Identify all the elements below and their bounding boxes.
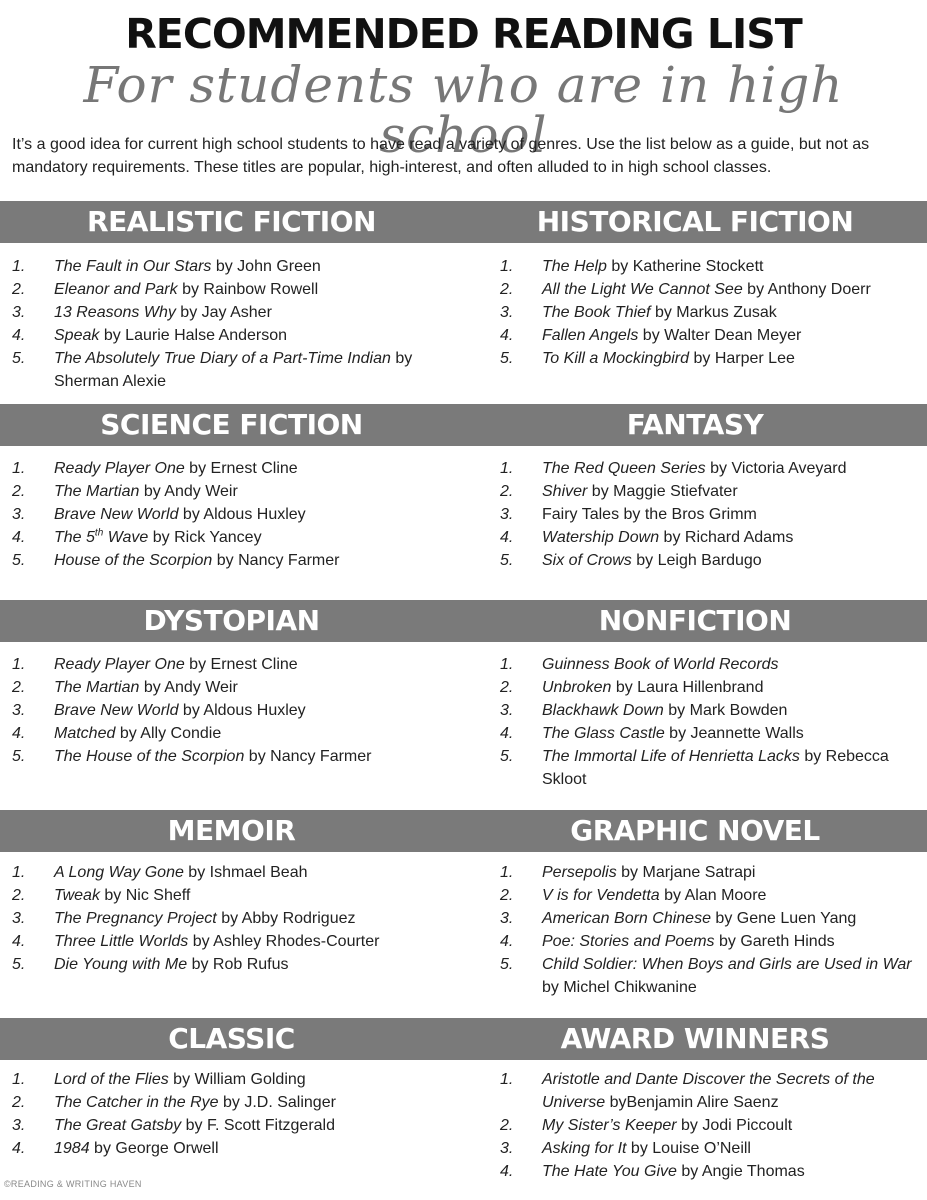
book-list-item [500,884,920,907]
book-title: The Red Queen Series [542,460,706,477]
book-list-item [12,861,452,884]
book-author: by George Orwell [89,1140,219,1157]
list-number: 1. [12,460,26,477]
book-author: by Jeannette Walls [664,725,804,742]
book-list-graphic-novel [500,861,920,999]
list-number: 5. [500,552,514,569]
book-author: by Ernest Cline [184,460,298,477]
list-number: 1. [500,864,514,881]
book-author: by Andy Weir [139,483,238,500]
book-list-item [500,653,920,676]
book-list-item [12,347,452,393]
list-number: 3. [12,506,26,523]
list-number: 4. [500,933,514,950]
book-title-continued: Wave [103,529,149,546]
book-author: Fairy Tales by the Bros Grimm [542,506,757,523]
book-title: The 5 [54,529,95,546]
book-list-item [12,480,452,503]
book-list-item [500,503,920,526]
book-author: by Gareth Hinds [714,933,835,950]
section-band-row-1 [0,201,927,243]
book-author: by Rebecca Skloot [542,748,889,788]
book-author: by Ally Condie [115,725,222,742]
book-author: by Ernest Cline [184,656,298,673]
book-list-item [500,457,920,480]
book-list-item [12,526,452,549]
book-title: Unbroken [542,679,612,696]
book-author: by Alan Moore [659,887,767,904]
section-title-historical-fiction: HISTORICAL FICTION [536,205,854,238]
list-number: 3. [500,910,514,927]
list-number: 4. [12,933,26,950]
book-author: by William Golding [168,1071,306,1088]
book-title: House of the Scorpion [54,552,213,569]
book-title: To Kill a Mockingbird [542,350,690,367]
book-title: Watership Down [542,529,660,546]
book-title: Guinness Book of World Records [542,656,779,673]
section-title-science-fiction: SCIENCE FICTION [100,408,363,441]
list-number: 4. [12,529,26,546]
book-title: Die Young with Me [54,956,188,973]
list-number: 2. [500,887,514,904]
list-number: 1. [500,1071,514,1088]
book-list-item [500,324,920,347]
intro-paragraph: It’s a good idea for current high school students to have read a variety of genres. Use the list below as a guide, but not as mandatory requirements. These titles are popular, high-interest, and often alluded to in high school classes. [12,136,870,176]
book-list-item [12,255,452,278]
book-list-science-fiction [12,457,452,572]
book-list-item [12,676,452,699]
book-list-item [12,953,452,976]
list-number: 4. [500,725,514,742]
book-author: by Nancy Farmer [212,552,340,569]
book-title: The Glass Castle [542,725,665,742]
section-title-graphic-novel: GRAPHIC NOVEL [570,814,820,847]
book-list-realistic-fiction [12,255,452,393]
book-title: The Pregnancy Project [54,910,217,927]
book-list-item [500,1160,920,1183]
book-list-item [500,930,920,953]
list-number: 3. [12,702,26,719]
book-list-nonfiction [500,653,920,791]
book-title: Brave New World [54,506,179,523]
book-list-item [500,676,920,699]
section-band-row-3 [0,600,927,642]
list-number: 5. [500,956,514,973]
book-author: by Laura Hillenbrand [611,679,764,696]
section-title-dystopian: DYSTOPIAN [143,604,320,637]
list-number: 4. [12,725,26,742]
book-author: by F. Scott Fitzgerald [181,1117,336,1134]
book-title: Aristotle and Dante Discover the Secrets of the Universe [542,1071,875,1111]
list-number: 4. [12,1140,26,1157]
book-author: by Andy Weir [139,679,238,696]
book-title: Brave New World [54,702,179,719]
book-title: The Immortal Life of Henrietta Lacks [542,748,800,765]
list-number: 5. [12,552,26,569]
book-author: by Rainbow Rowell [177,281,319,298]
book-list-item [12,884,452,907]
book-title: Eleanor and Park [54,281,178,298]
list-number: 3. [500,304,514,321]
book-list-item [12,1137,452,1160]
book-author: by Harper Lee [689,350,795,367]
book-title: Speak [54,327,100,344]
book-list-item [500,699,920,722]
list-number: 2. [12,1094,26,1111]
book-list-memoir [12,861,452,976]
book-title: Blackhawk Down [542,702,664,719]
list-number: 1. [12,1071,26,1088]
book-title: The Fault in Our Stars [54,258,212,275]
list-number: 5. [500,350,514,367]
book-list-item [12,745,452,768]
list-number: 2. [12,281,26,298]
book-author: byBenjamin Alire Saenz [605,1094,779,1111]
book-list-item [500,1137,920,1160]
list-number: 5. [12,350,26,367]
list-number: 1. [12,258,26,275]
book-author: by Marjane Satrapi [616,864,756,881]
book-list-item [12,653,452,676]
book-title: Three Little Worlds [54,933,189,950]
book-list-item [12,324,452,347]
book-author: by Jay Asher [175,304,272,321]
list-number: 2. [12,483,26,500]
section-title-memoir: MEMOIR [167,814,296,847]
book-title: Asking for It [542,1140,627,1157]
book-author: by Aldous Huxley [178,506,306,523]
book-list-dystopian [12,653,452,768]
book-list-item [12,1114,452,1137]
book-title: A Long Way Gone [54,864,184,881]
list-number: 1. [500,460,514,477]
book-author: by Ashley Rhodes-Courter [188,933,380,950]
book-list-item [500,480,920,503]
section-title-fantasy: FANTASY [626,408,764,441]
list-number: 2. [500,483,514,500]
list-number: 4. [500,327,514,344]
book-title: Poe: Stories and Poems [542,933,715,950]
book-list-item [500,347,920,370]
section-band-row-4 [0,810,927,852]
book-list-item [500,953,920,999]
book-title: V is for Vendetta [542,887,660,904]
book-title: Ready Player One [54,460,185,477]
book-author: by J.D. Salinger [218,1094,336,1111]
book-author: by Louise O’Neill [626,1140,751,1157]
book-title: The Martian [54,679,140,696]
list-number: 5. [12,748,26,765]
book-list-item [12,930,452,953]
book-author: by Sherman Alexie [54,350,413,390]
list-number: 1. [12,864,26,881]
book-list-historical-fiction [500,255,920,370]
section-band-row-2 [0,404,927,446]
book-title: All the Light We Cannot See [542,281,743,298]
list-number: 3. [500,1140,514,1157]
book-author: by Nancy Farmer [244,748,372,765]
book-list-item [12,722,452,745]
book-title: Persepolis [542,864,617,881]
book-author: by Gene Luen Yang [710,910,857,927]
book-title: The Catcher in the Rye [54,1094,219,1111]
book-author: by Rick Yancey [148,529,262,546]
book-list-item [12,457,452,480]
book-author: by Anthony Doerr [742,281,871,298]
list-number: 4. [500,529,514,546]
list-number: 3. [500,506,514,523]
book-list-item [500,861,920,884]
book-title: The Hate You Give [542,1163,677,1180]
book-author: by Richard Adams [659,529,794,546]
book-author: by Ishmael Beah [183,864,308,881]
book-author: by Rob Rufus [187,956,289,973]
book-title: Six of Crows [542,552,632,569]
book-title: The Absolutely True Diary of a Part-Time Indian [54,350,391,367]
book-list-item [12,907,452,930]
book-title: Child Soldier: When Boys and Girls are Used in War [542,956,912,973]
book-author: by Walter Dean Meyer [638,327,802,344]
page-title: RECOMMENDED READING LIST [125,10,802,58]
book-title: 13 Reasons Why [54,304,176,321]
book-list-item [12,301,452,324]
book-author: by Mark Bowden [663,702,788,719]
book-list-item [500,278,920,301]
copyright-footer: ©READING & WRITING HAVEN [4,1179,142,1189]
book-list-classic [12,1068,452,1160]
book-title: Matched [54,725,116,742]
list-number: 3. [500,702,514,719]
list-number: 2. [500,281,514,298]
book-list-fantasy [500,457,920,572]
book-title: 1984 [54,1140,90,1157]
book-author: by Aldous Huxley [178,702,306,719]
book-author: by Maggie Stiefvater [587,483,738,500]
list-number: 3. [12,304,26,321]
book-list-item [500,722,920,745]
book-title: My Sister’s Keeper [542,1117,677,1134]
book-author: by Jodi Piccoult [676,1117,793,1134]
book-author: by Laurie Halse Anderson [99,327,288,344]
book-list-item [500,745,920,791]
book-title: The Book Thief [542,304,651,321]
section-title-classic: CLASSIC [168,1022,295,1055]
list-number: 5. [500,748,514,765]
book-list-item [12,1068,452,1091]
book-list-item [12,699,452,722]
book-list-item [500,526,920,549]
book-list-item [12,278,452,301]
book-author: by Angie Thomas [676,1163,805,1180]
book-list-item [500,301,920,324]
book-title: Shiver [542,483,588,500]
list-number: 1. [500,656,514,673]
page-subtitle: For students who are in high school [83,56,844,164]
list-number: 4. [12,327,26,344]
book-author: by Leigh Bardugo [631,552,762,569]
book-title: Tweak [54,887,100,904]
book-list-item [12,549,452,572]
book-author: by Victoria Aveyard [705,460,847,477]
book-list-item [12,1091,452,1114]
section-title-realistic-fiction: REALISTIC FICTION [87,205,376,238]
book-title: The Martian [54,483,140,500]
list-number: 3. [12,910,26,927]
book-title: The House of the Scorpion [54,748,245,765]
book-author: by Michel Chikwanine [542,979,697,996]
book-author: by Katherine Stockett [606,258,764,275]
list-number: 5. [12,956,26,973]
book-list-item [500,1068,920,1114]
book-title: American Born Chinese [542,910,711,927]
list-number: 2. [12,887,26,904]
book-title: The Help [542,258,607,275]
book-author: by Markus Zusak [650,304,777,321]
list-number: 2. [500,1117,514,1134]
book-title-superscript: th [94,527,104,539]
list-number: 3. [12,1117,26,1134]
book-list-award-winners [500,1068,920,1183]
book-author: by Abby Rodriguez [216,910,356,927]
book-list-item [500,255,920,278]
list-number: 1. [500,258,514,275]
book-title: Ready Player One [54,656,185,673]
book-list-item [500,549,920,572]
list-number: 2. [12,679,26,696]
section-title-award-winners: AWARD WINNERS [560,1022,830,1055]
book-title: The Great Gatsby [54,1117,182,1134]
book-title: Fallen Angels [542,327,639,344]
list-number: 2. [500,679,514,696]
section-title-nonfiction: NONFICTION [598,604,792,637]
book-list-item [12,503,452,526]
book-list-item [500,1114,920,1137]
book-list-item [500,907,920,930]
list-number: 4. [500,1163,514,1180]
list-number: 1. [12,656,26,673]
book-author: by John Green [211,258,321,275]
book-author: by Nic Sheff [99,887,191,904]
section-band-row-5 [0,1018,927,1060]
book-title: Lord of the Flies [54,1071,169,1088]
